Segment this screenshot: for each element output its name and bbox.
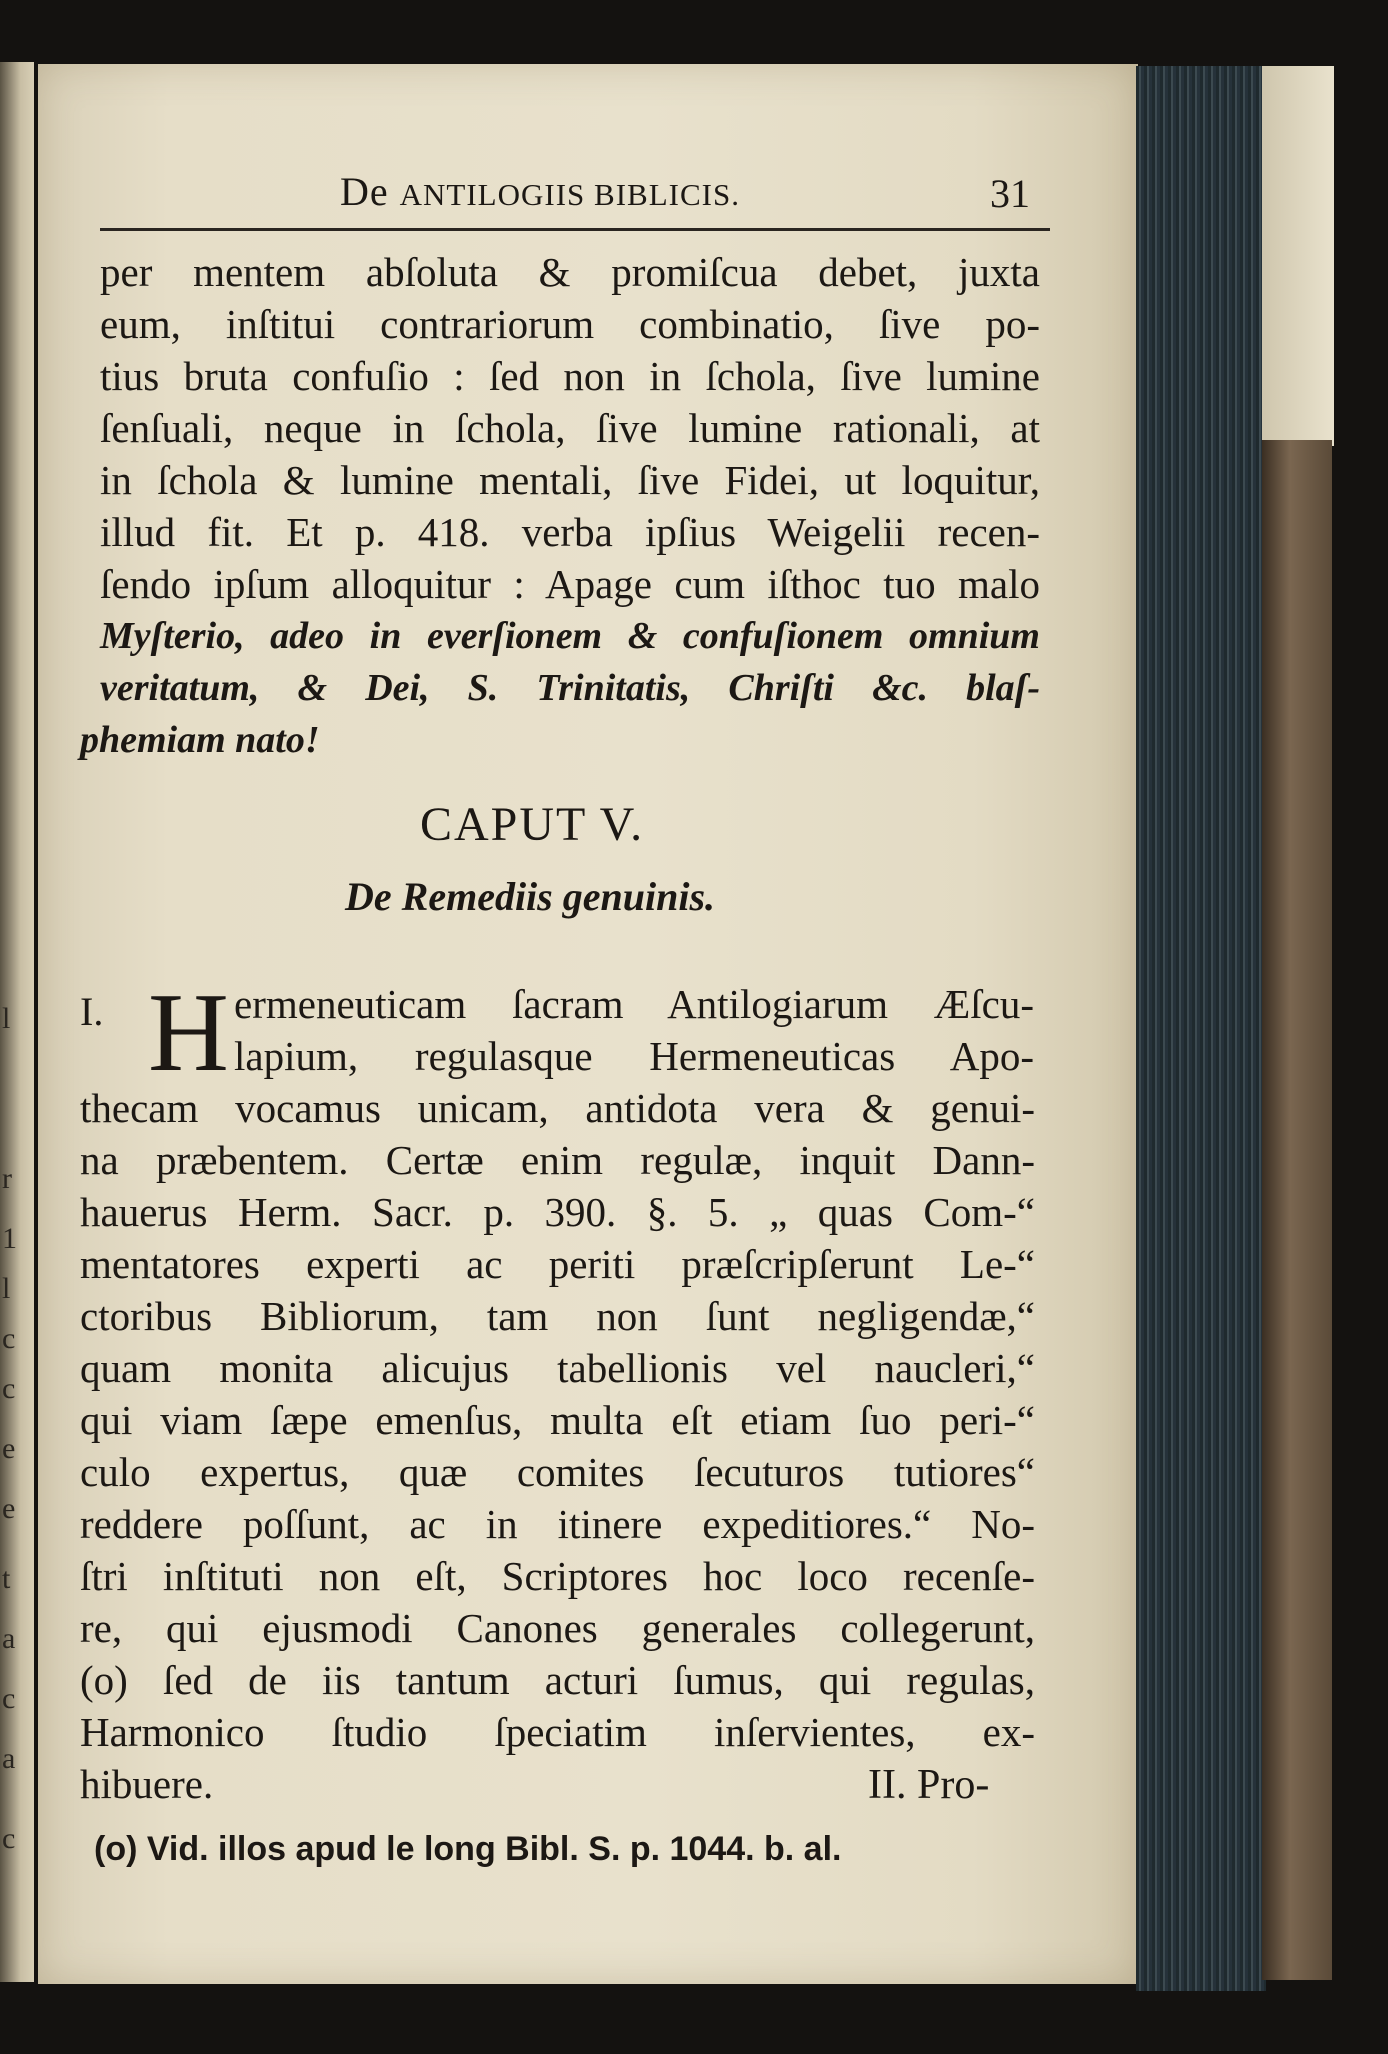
running-header-de: De <box>340 169 389 214</box>
left-fragment: e <box>2 1432 16 1465</box>
running-header <box>340 168 740 215</box>
paragraph1-line: in ſchola & lumine mentali, ſive Fidei, ut loquitur, <box>100 457 1040 503</box>
left-fragment: l <box>2 1002 11 1035</box>
paragraph1-line: ſenſuali, neque in ſchola, ſive lumine rationali, at <box>100 405 1040 451</box>
book-cover-edge <box>1262 440 1332 1980</box>
left-fragment: c <box>2 1372 16 1405</box>
page-block-edge <box>1136 66 1266 1991</box>
left-fragment: c <box>2 1822 16 1855</box>
running-header-title: ANTILOGIIS BIBLICIS. <box>399 177 740 212</box>
catchword: II. Pro- <box>868 1762 990 1808</box>
paragraph2-line: ermeneuticam ſacram Antilogiarum Æſcu- <box>234 981 1034 1027</box>
paragraph2-line: ctoribus Bibliorum, tam non ſunt negligendæ,“ <box>80 1293 1035 1339</box>
drop-capital: H <box>148 971 229 1095</box>
left-fragment: a <box>2 1622 16 1655</box>
paragraph2-line: quam monita alicujus tabellionis vel naucleri,“ <box>80 1345 1035 1391</box>
paragraph2-line: Harmonico ſtudio ſpeciatim inſervientes, ex- <box>80 1709 1035 1755</box>
paragraph2-line: thecam vocamus unicam, antidota vera & genui- <box>80 1085 1035 1131</box>
left-fragment: e <box>2 1492 16 1525</box>
paragraph1-line: Myſterio, adeo in everſionem & confuſionem omnium <box>100 615 1040 657</box>
paragraph2-line: reddere poſſunt, ac in itinere expeditiores.“ No- <box>80 1501 1035 1547</box>
paragraph2-line: ſtri inſtituti non eſt, Scriptores hoc loco recenſe- <box>80 1553 1035 1599</box>
left-fragment: t <box>2 1562 11 1595</box>
chapter-title: CAPUT V. <box>420 798 645 851</box>
paragraph2-line: lapium, regulasque Hermeneuticas Apo- <box>234 1033 1034 1079</box>
paragraph1-line: tius bruta confuſio : ſed non in ſchola, ſive lumine <box>100 353 1040 399</box>
paragraph1-line: illud fit. Et p. 418. verba ipſius Weigelii recen- <box>100 509 1040 555</box>
paragraph2-line: re, qui ejusmodi Canones generales collegerunt, <box>80 1605 1035 1651</box>
left-page-edge <box>0 62 34 1982</box>
left-fragment: 1 <box>2 1222 17 1255</box>
header-rule <box>100 228 1050 231</box>
paragraph1-line: per mentem abſoluta & promiſcua debet, juxta <box>100 249 1040 295</box>
paragraph2-line: culo expertus, quæ comites ſecuturos tutiores“ <box>80 1449 1035 1495</box>
paragraph2-line: na præbentem. Certæ enim regulæ, inquit Dann- <box>80 1137 1035 1183</box>
paragraph2-line: qui viam ſæpe emenſus, multa eſt etiam ſuo peri-“ <box>80 1397 1035 1443</box>
paragraph1-line: phemiam nato! <box>80 719 320 761</box>
paragraph1-line: veritatum, & Dei, S. Trinitatis, Chriſti &c. blaſ- <box>100 667 1040 709</box>
section-number: I. <box>80 989 104 1034</box>
left-fragment: l <box>2 1272 11 1305</box>
left-fragment: r <box>2 1162 12 1195</box>
paragraph2-line: mentatores experti ac periti præſcripſerunt Le-“ <box>80 1241 1035 1287</box>
paragraph2-line: hibuere. <box>80 1761 214 1807</box>
paragraph1-line: ſendo ipſum alloquitur : Apage cum iſthoc tuo malo <box>100 561 1040 607</box>
paragraph1-line: eum, inſtitui contrariorum combinatio, ſive po- <box>100 301 1040 347</box>
footnote: (o) Vid. illos apud le long Bibl. S. p. 1044. b. al. <box>94 1830 842 1868</box>
cover-flyleaf <box>1262 66 1334 446</box>
left-page-fragments <box>0 62 34 1982</box>
left-fragment: a <box>2 1742 16 1775</box>
page-number: 31 <box>990 171 1030 216</box>
chapter-subtitle: De Remediis genuinis. <box>345 874 716 919</box>
left-fragment: c <box>2 1682 16 1715</box>
paragraph2-line: (o) ſed de iis tantum acturi ſumus, qui regulas, <box>80 1657 1035 1703</box>
paragraph2-line: hauerus Herm. Sacr. p. 390. §. 5. „ quas Com-“ <box>80 1189 1035 1235</box>
left-fragment: c <box>2 1322 16 1355</box>
